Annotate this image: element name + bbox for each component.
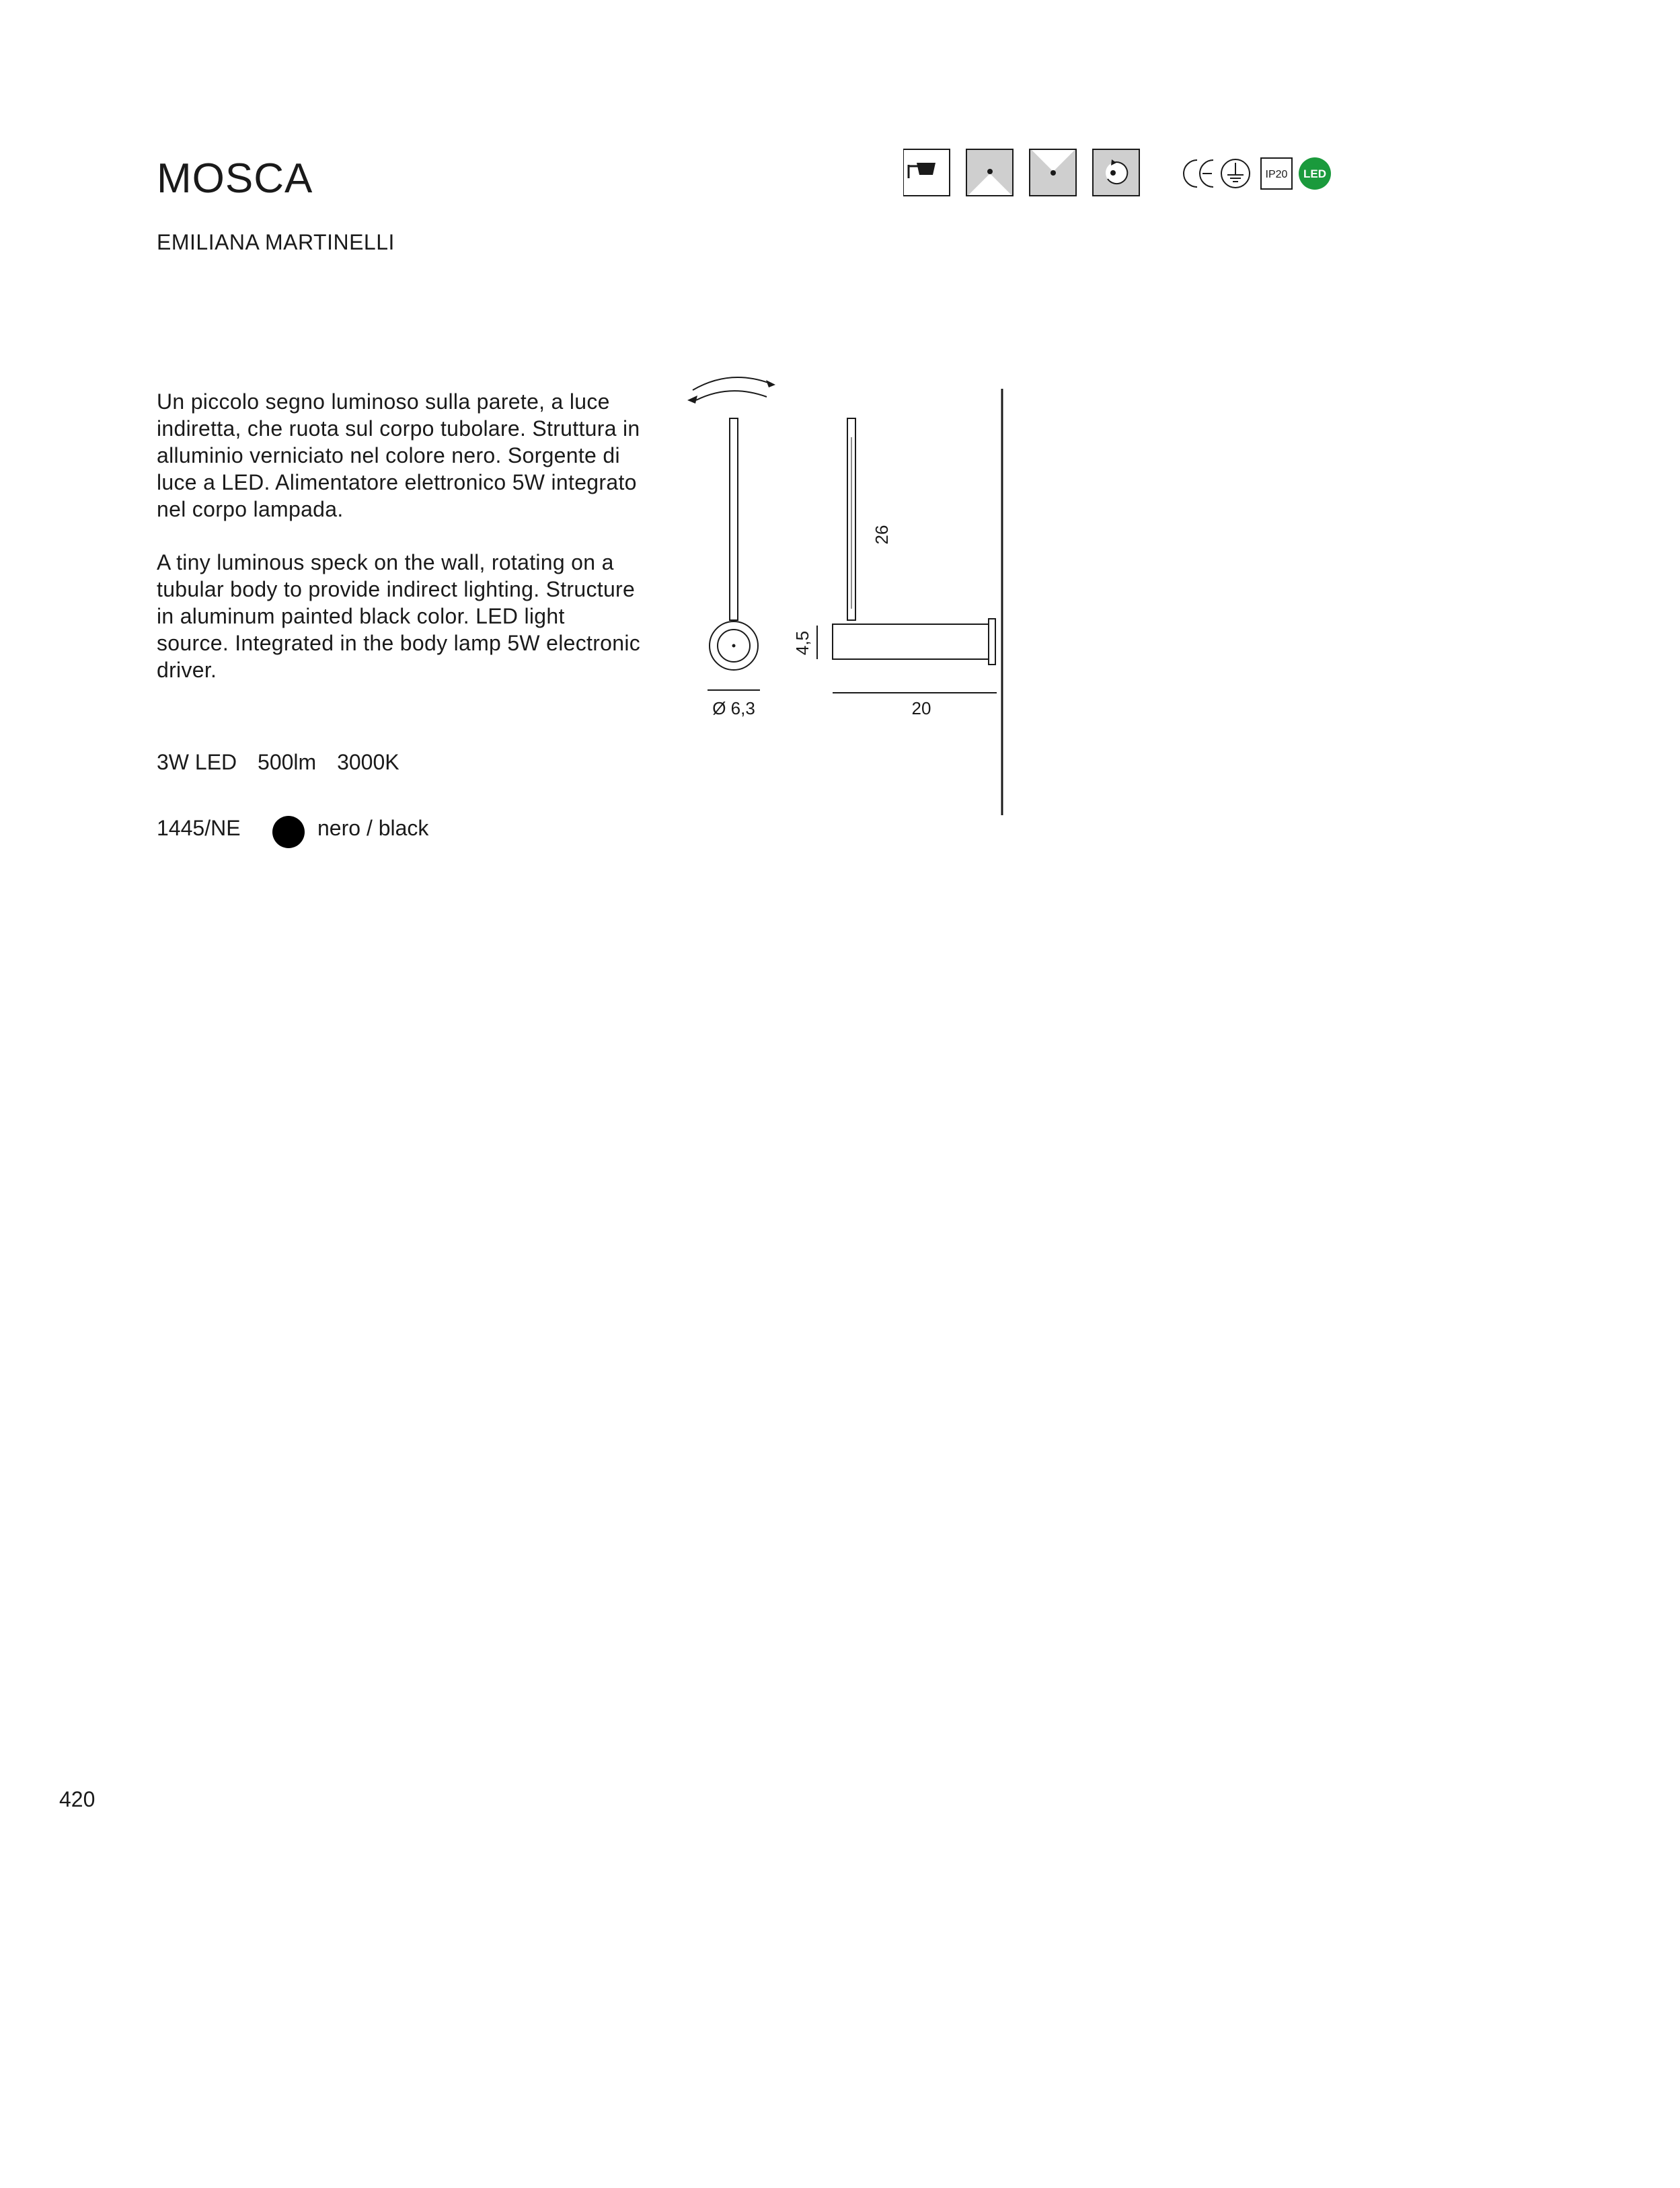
feature-icons bbox=[903, 148, 1347, 198]
side-view bbox=[792, 389, 1002, 815]
depth-label: 20 bbox=[911, 698, 931, 718]
product-code: 1445/NE bbox=[157, 816, 241, 840]
spec-power: 3W LED bbox=[157, 750, 237, 774]
ground-icon bbox=[1221, 159, 1250, 188]
light-specs bbox=[157, 750, 414, 775]
product-title: MOSCA bbox=[157, 155, 313, 202]
diameter-label: Ø 6,3 bbox=[712, 698, 755, 718]
spec-temperature: 3000K bbox=[337, 750, 399, 774]
ip-rating-icon bbox=[1261, 158, 1292, 189]
height-label: 26 bbox=[872, 525, 892, 545]
rotation-icon bbox=[1093, 149, 1139, 196]
svg-text:LED: LED bbox=[1303, 167, 1326, 180]
description-english: A tiny luminous speck on the wall, rotating on a tubular body to provide indirect lighting. Structure in aluminum painted black color. LED light source. Integrated in the body lamp 5W electronic driver. bbox=[157, 550, 641, 682]
technical-drawing bbox=[666, 363, 1016, 821]
color-name: nero / black bbox=[317, 816, 429, 840]
spec-lumen: 500lm bbox=[258, 750, 317, 774]
ce-mark-icon bbox=[1184, 160, 1213, 187]
led-badge-icon bbox=[1299, 157, 1331, 190]
designer-name: EMILIANA MARTINELLI bbox=[157, 230, 395, 254]
color-swatch bbox=[272, 816, 305, 848]
light-up-icon bbox=[1030, 149, 1076, 196]
body-height-label: 4,5 bbox=[792, 630, 812, 656]
page-number: 420 bbox=[59, 1787, 96, 1811]
description-italian: Un piccolo segno luminoso sulla parete, a luce indiretta, che ruota sul corpo tubolare. Struttura in alluminio verniciato nel colore nero. Sorgente di luce a LED. Alimentatore elettronico 5W integrato nel corpo lampada. bbox=[157, 389, 640, 521]
light-down-icon bbox=[966, 149, 1013, 196]
svg-text:IP20: IP20 bbox=[1265, 169, 1288, 180]
front-view bbox=[708, 418, 760, 718]
wall-mount-icon bbox=[903, 149, 950, 196]
rotation-arrow-icon bbox=[687, 377, 775, 404]
